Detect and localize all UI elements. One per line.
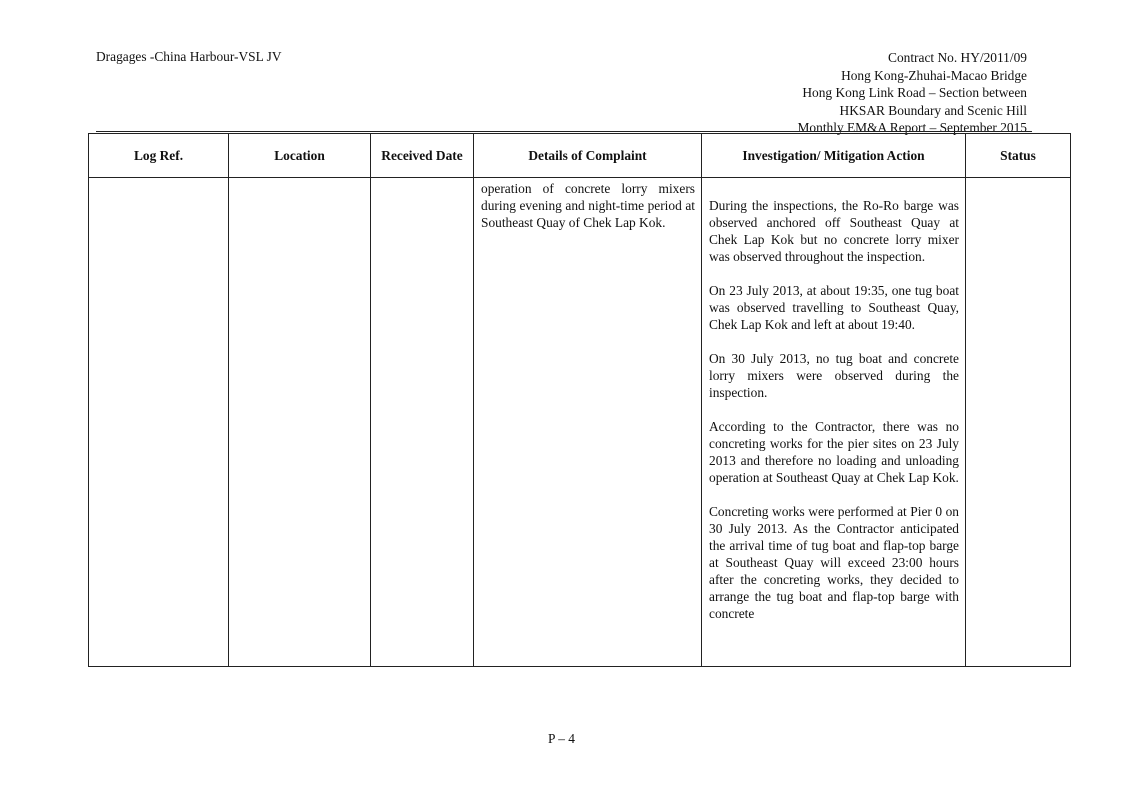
column-header-status: Status: [966, 134, 1071, 178]
cell-details: [474, 178, 702, 667]
column-header-details: Details of Complaint: [474, 134, 702, 178]
cell-investigation: [702, 178, 966, 667]
investigation-paragraph: On 30 July 2013, no tug boat and concrete lorry mixers were observed during the inspection.: [709, 351, 959, 400]
details-text: operation of concrete lorry mixers during evening and night-time period at Southeast Quay of Chek Lap Kok.: [481, 181, 695, 230]
investigation-paragraph: According to the Contractor, there was no concreting works for the pier sites on 23 July 2013 and therefore no loading and unloading operation at Southeast Quay at Chek Lap Kok.: [709, 419, 959, 485]
header-section-extent: HKSAR Boundary and Scenic Hill: [839, 102, 1027, 118]
cell-status: [966, 178, 1071, 667]
header-project-name: Hong Kong-Zhuhai-Macao Bridge: [841, 67, 1027, 83]
header-contract-no: Contract No. HY/2011/09: [888, 50, 1027, 65]
investigation-paragraph: On 23 July 2013, at about 19:35, one tug boat was observed travelling to Southeast Quay, Chek Lap Kok and left at about 19:40.: [709, 283, 959, 332]
header-company: Dragages -China Harbour-VSL JV: [96, 49, 282, 64]
header-rule: [96, 131, 1032, 132]
investigation-text: [702, 178, 965, 622]
investigation-paragraph: Concreting works were performed at Pier 0 on 30 July 2013. As the Contractor anticipated the arrival time of tug boat and flap-top barge at Southeast Quay will exceed 23:00 hours after the concreting works, they decided to arrange the tug boat and flap-top barge with concrete: [709, 504, 959, 621]
table-header-row: [89, 134, 1071, 178]
cell-received-date: [371, 178, 474, 667]
column-header-investigation: Investigation/ Mitigation Action: [702, 134, 966, 178]
header-report-title: Monthly EM&A Report – September 2015: [797, 120, 1027, 136]
investigation-paragraph: During the inspections, the Ro-Ro barge was observed anchored off Southeast Quay at Chek Lap Kok but no concrete lorry mixer was observed throughout the inspection.: [709, 198, 959, 264]
column-header-location: Location: [229, 134, 371, 178]
cell-location: [229, 178, 371, 667]
header-contract-block: [798, 49, 1027, 137]
complaint-log-table: [88, 133, 1071, 667]
table-row: [89, 178, 1071, 667]
page-number: P – 4: [547, 731, 576, 746]
cell-log-ref: [89, 178, 229, 667]
column-header-log-ref: Log Ref.: [89, 134, 229, 178]
header-section: Hong Kong Link Road – Section between: [802, 85, 1027, 101]
column-header-received-date: Received Date: [371, 134, 474, 178]
